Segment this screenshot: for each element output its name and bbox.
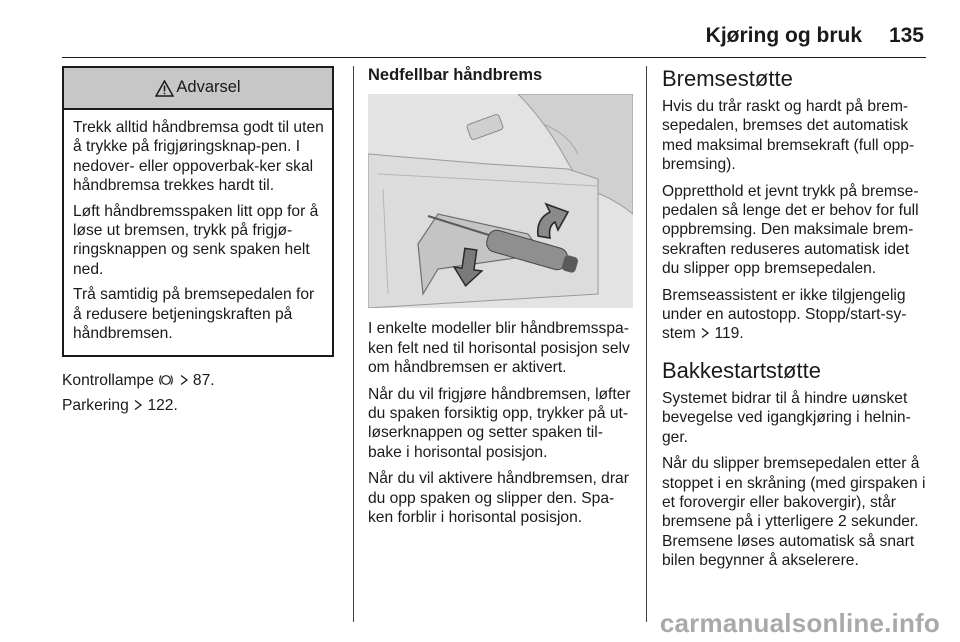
body-paragraph: Systemet bidrar til å hindre uønsket bevegelse ved igangkjøring i helnin-ger. [662, 389, 911, 446]
cross-reference-label: Parkering [62, 396, 129, 414]
body-paragraph: Hvis du trår raskt og hardt på brem-sepedalen, bremses det automatisk med maksimal bremsekraft (full opp-bremsing). [662, 98, 915, 174]
warning-paragraph: Trekk alltid håndbremsa godt til uten å trykke på frigjøringsknap-pen. I nedover- eller oppoverbak-ker skal håndbremsa trekkes hardt til. [73, 119, 324, 195]
header-rule [62, 57, 926, 58]
warning-body [64, 110, 332, 355]
handbrake-illustration [368, 94, 633, 308]
left-column [62, 66, 334, 422]
warning-icon [155, 80, 174, 97]
section-heading-bakkestartstotte: Bakkestartstøtte [662, 357, 821, 383]
section-heading: Nedfellbar håndbrems [368, 66, 543, 84]
page-number: 135 [888, 24, 924, 47]
warning-paragraph: Trå samtidig på bremsepedalen for å redusere betjeningskraften på håndbremsen. [73, 286, 315, 343]
body-text: Bremseassistent er ikke tilgjengelig under en autostopp. Stopp/start-sy-stem [662, 286, 907, 343]
page-reference-icon [133, 399, 143, 411]
body-paragraph: Oppretthold et jevnt trykk på bremse-pedalen så lenge det er behov for full oppbremsing. Den maksimale brem-sekraften reduseres automatisk idet du slipper opp bremsepedalen. [662, 182, 919, 278]
body-paragraph: Når du vil frigjøre håndbremsen, løfter du spaken forsiktig opp, trykker på ut-løserknappen og setter spaken til-bake i horisontal posisjon. [368, 385, 631, 461]
body-paragraph: Når du vil aktivere håndbremsen, drar du opp spaken og slipper den. Spa-ken forblir i horisontal posisjon. [368, 470, 629, 527]
section-heading-bremsestotte: Bremsestøtte [662, 66, 793, 91]
cross-reference-page[interactable]: 119. [714, 325, 744, 343]
page-reference-icon [700, 327, 710, 339]
warning-title: Advarsel [176, 78, 241, 97]
cross-reference-parkering [62, 396, 334, 415]
warning-box [62, 66, 334, 357]
page-header-title: Kjøring og bruk [705, 24, 862, 47]
cross-reference-kontrollampe [62, 371, 334, 390]
watermark: carmanualsonline.info [659, 608, 940, 638]
cross-reference-page[interactable]: 122. [147, 396, 178, 414]
warning-paragraph: Løft håndbremsspaken litt opp for å løse ut bremsen, trykk på frigjø-ringsknappen og senk spaken helt ned. [73, 202, 319, 278]
warning-header [64, 68, 332, 110]
brake-warning-lamp-icon [158, 373, 174, 387]
cross-references [62, 371, 334, 415]
right-column [662, 66, 928, 578]
column-divider [646, 66, 647, 622]
column-divider [353, 66, 354, 622]
middle-column [368, 66, 633, 534]
body-paragraph-with-reference [662, 286, 928, 344]
body-paragraph: I enkelte modeller blir håndbremsspa-ken felt ned til horisontal posisjon selv om håndbremsen er aktivert. [368, 320, 630, 377]
page-reference-icon [179, 374, 189, 386]
cross-reference-page[interactable]: 87. [192, 372, 215, 390]
cross-reference-label: Kontrollampe [62, 372, 154, 390]
body-paragraph: Når du slipper bremsepedalen etter å stoppet i en skråning (med girspaken i et forovergir eller bakovergir), står bremsene på i ytterligere 2 sekunder. Bremsene løses automatisk så snart bilen begynner å akselerere. [662, 455, 926, 570]
